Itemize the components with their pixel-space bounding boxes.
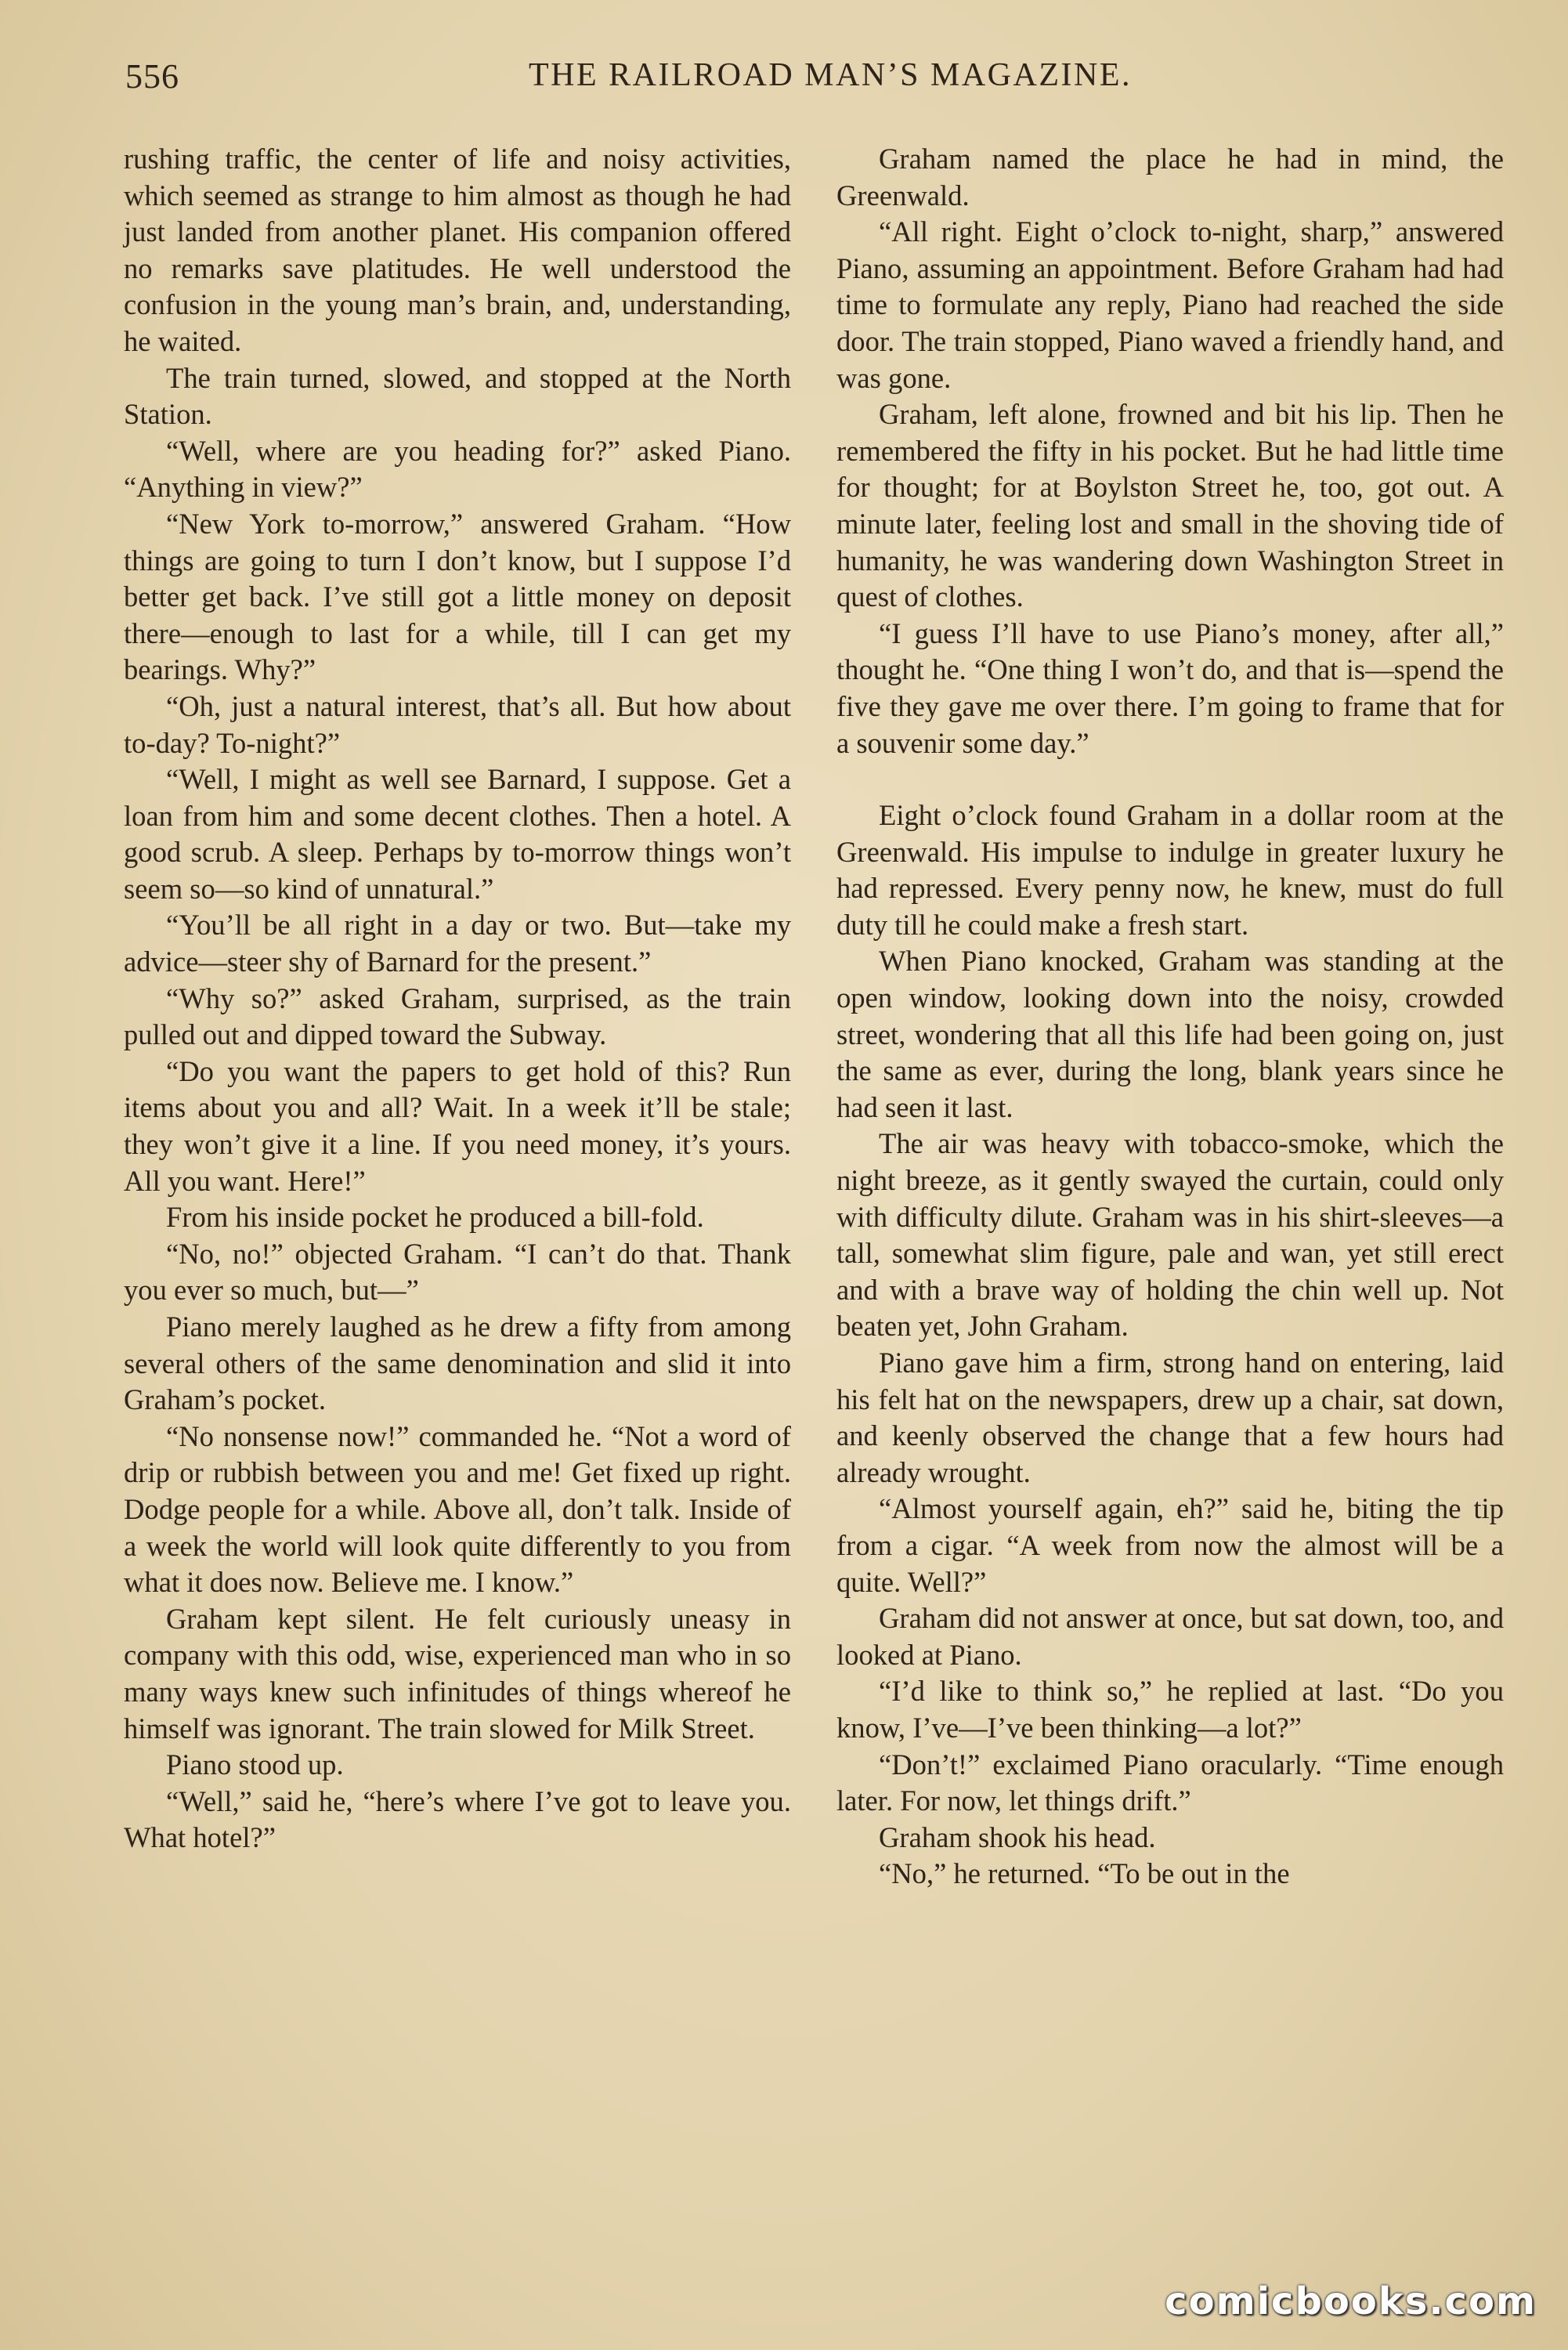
paragraph: “Well,” said he, “here’s where I’ve got to leave you. What hotel?” [124,1784,791,1854]
paragraph: “No, no!” objected Graham. “I can’t do that. Thank you ever so much, but—” [124,1237,791,1307]
paragraph: Graham did not answer at once, but sat down, too, and looked at Piano. [836,1602,1504,1671]
paragraph: Piano merely laughed as he drew a fifty from among several others of the same denomination and slid it into Graham’s pocket. [124,1311,791,1416]
paragraph: “Do you want the papers to get hold of this? Run items about you and all? Wait. In a week it’ll be stale; they won’t give it a line. If you need money, it’s yours. All you want. Here!” [124,1054,791,1197]
running-head: THE RAILROAD MAN’S MAGAZINE. [529,57,1132,93]
paragraph: The train turned, slowed, and stopped at the North Station. [124,361,791,431]
paragraph: “Well, I might as well see Barnard, I suppose. Get a loan from him and some decent clothes. Then a hotel. A good scrub. A sleep. Perhaps by to-morrow things won’t seem so—so kind of unnatural.” [124,763,791,905]
right-column [836,141,1504,1893]
paragraph: “Don’t!” exclaimed Piano oracularly. “Time enough later. For now, let things drift.” [836,1748,1504,1817]
left-column [124,141,791,1856]
page-number: 556 [125,57,179,96]
paragraph: “No,” he returned. “To be out in the [879,1857,1290,1890]
paragraph: “Well, where are you heading for?” asked Piano. “Anything in view?” [124,434,791,504]
paragraph: Piano stood up. [166,1748,344,1781]
paragraph: The air was heavy with tobacco-smoke, which the night breeze, as it gently swayed the curtain, could only with difficulty dilute. Graham was in his shirt-sleeves—a tall, somewhat slim figure, pale and wan, yet still erect and with a brave way of holding the chin well up. Not beaten yet, John Graham. [836,1127,1504,1343]
paragraph: Graham, left alone, frowned and bit his lip. Then he remembered the fifty in his pocket. But he had little time for thought; for at Boylston Street he, too, got out. A minute later, feeling lost and small in the shoving tide of humanity, he was wandering down Washington Street in quest of clothes. [836,398,1504,613]
paragraph: “All right. Eight o’clock to-night, sharp,” answered Piano, assuming an appointment. Before Graham had had time to formulate any reply, Piano had reached the side door. The train stopped, Piano waved a friendly hand, and was gone. [836,215,1504,394]
paragraph: “I’d like to think so,” he replied at last. “Do you know, I’ve—I’ve been thinking—a lot?” [836,1675,1504,1744]
page-header [125,56,1504,111]
watermark-logo: comicbooks.com [1165,2280,1537,2323]
paragraph: “Why so?” asked Graham, surprised, as the train pulled out and dipped toward the Subway. [124,982,791,1051]
paragraph: Graham shook his head. [879,1820,1156,1853]
paragraph: “Almost yourself again, eh?” said he, biting the tip from a cigar. “A week from now the almost will be a quite. Well?” [836,1492,1504,1598]
paragraph: “New York to-morrow,” answered Graham. “How things are going to turn I don’t know, but I suppose I’d better get back. I’ve still got a little money on deposit there—enough to last for a while, till I can get my bearings. Why?” [124,507,791,686]
paragraph: Piano gave him a firm, strong hand on entering, laid his felt hat on the newspapers, drew up a chair, sat down, and keenly observed the change that a few hours had already wrought. [836,1347,1504,1488]
section-break [836,761,1504,797]
paragraph: “No nonsense now!” commanded he. “Not a word of drip or rubbish between you and me! Get fixed up right. Dodge people for a while. Above all, don’t talk. Inside of a week the world will look quite differently to you from what it does now. Believe me. I know.” [124,1419,791,1599]
paragraph: “Oh, just a natural interest, that’s all. But how about to-day? To-night?” [124,689,791,759]
paragraph: rushing traffic, the center of life and noisy activities, which seemed as strange to him almost as though he had just landed from another planet. His companion offered no remarks save platitudes. He well understood the confusion in the young man’s brain, and, understanding, he waited. [124,143,791,357]
paragraph: When Piano knocked, Graham was standing at the open window, looking down into the noisy, crowded street, wondering that all this life had been going on, just the same as ever, during the long, blank years since he had seen it last. [836,945,1504,1123]
paragraph: “I guess I’ll have to use Piano’s money, after all,” thought he. “One thing I won’t do, and that is—spend the five they gave me over there. I’m going to frame that for a souvenir some day.” [836,616,1504,759]
paragraph: Graham kept silent. He felt curiously uneasy in company with this odd, wise, experienced man who in so many ways knew such infinitudes of things whereof he himself was ignorant. The train slowed for Milk Street. [124,1602,791,1744]
paragraph: “You’ll be all right in a day or two. But—take my advice—steer shy of Barnard for the present.” [124,909,791,978]
paragraph: From his inside pocket he produced a bill-fold. [166,1201,704,1234]
paragraph: Eight o’clock found Graham in a dollar room at the Greenwald. His impulse to indulge in greater luxury he had repressed. Every penny now, he knew, must do full duty till he could make a fresh start. [836,799,1504,941]
paragraph: Graham named the place he had in mind, the Greenwald. [836,143,1504,212]
